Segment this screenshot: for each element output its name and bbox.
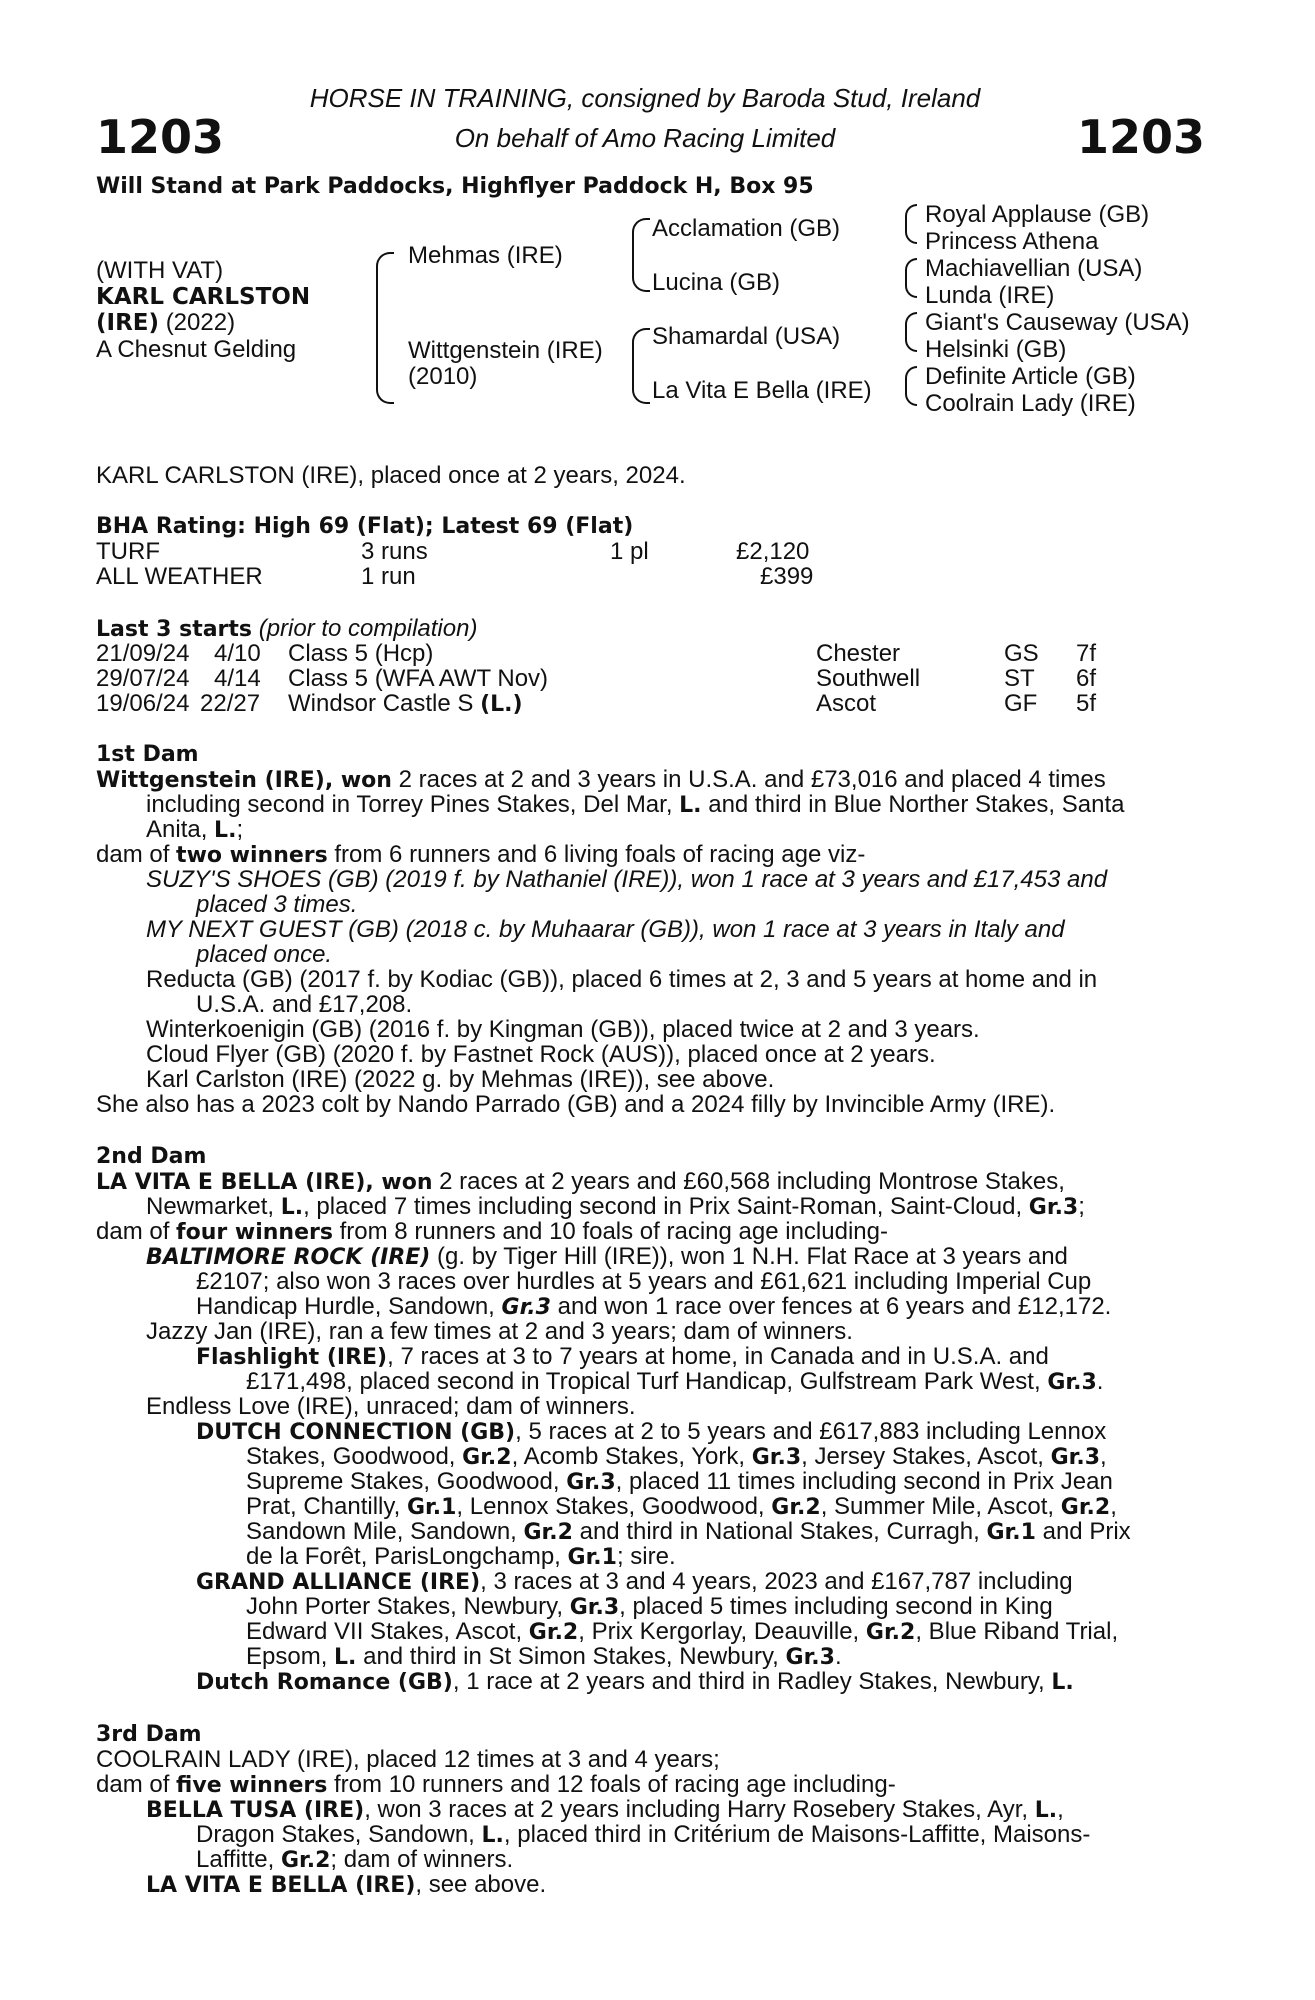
- bha-rating: BHA Rating: High 69 (Flat); Latest 69 (Flat): [96, 514, 634, 539]
- dam: Wittgenstein (IRE): [408, 337, 603, 364]
- jazzy-jan: Jazzy Jan (IRE), ran a few times at 2 and 3 years; dam of winners.: [146, 1318, 853, 1345]
- last-starts-note: (prior to compilation): [258, 615, 478, 642]
- first-dam-line1: [96, 767, 1106, 793]
- first-dam-text: Anita,: [146, 816, 215, 843]
- grand-line3: [246, 1619, 1118, 1645]
- t: Dragon Stakes, Sandown,: [196, 1821, 482, 1848]
- start-race-listed: (L.): [480, 692, 523, 717]
- t: and won 1 race over fences at 6 years and £12,172.: [550, 1293, 1112, 1320]
- t: Laffitte,: [196, 1846, 281, 1873]
- t: .: [1096, 1368, 1104, 1395]
- produce-2-line2: placed once.: [196, 941, 333, 968]
- t: , placed 5 times including second in King: [619, 1593, 1053, 1620]
- dutch-line2: [246, 1444, 1107, 1470]
- damof-winners: four winners: [176, 1220, 333, 1245]
- dutch-line3: [246, 1469, 1113, 1495]
- t: and third in St Simon Stakes, Newbury,: [356, 1643, 786, 1670]
- race-summary: KARL CARLSTON (IRE), placed once at 2 years, 2024.: [96, 462, 686, 489]
- gg-6: Helsinki (GB): [925, 336, 1067, 363]
- t: £171,498, placed second in Tropical Turf Handicap, Gulfstream Park West,: [246, 1368, 1048, 1395]
- dutch-line4: [246, 1494, 1117, 1520]
- horse-year: (2022): [165, 309, 236, 336]
- rating-runs: 1 run: [361, 563, 416, 590]
- first-dam-damof: [96, 842, 865, 868]
- second-dam-line1: [96, 1169, 1065, 1195]
- t: ,: [1100, 1443, 1107, 1470]
- gg-5: Giant's Causeway (USA): [925, 309, 1190, 336]
- t: Newmarket,: [146, 1193, 281, 1220]
- start-pos: 22/27: [200, 690, 261, 717]
- bella-line1: [146, 1797, 1064, 1823]
- first-dam-text: ;: [236, 816, 244, 843]
- produce-1-line2: placed 3 times.: [196, 891, 358, 918]
- gg-8: Coolrain Lady (IRE): [925, 390, 1136, 417]
- dam-sire: Shamardal (USA): [652, 323, 841, 350]
- dam-dam: La Vita E Bella (IRE): [652, 377, 872, 404]
- group-badge: Gr.3: [569, 1595, 620, 1620]
- t: de la Forêt, ParisLongchamp,: [246, 1543, 568, 1570]
- produce-6: Karl Carlston (IRE) (2022 g. by Mehmas (IRE)), see above.: [146, 1066, 775, 1093]
- romance-line: [196, 1669, 1074, 1695]
- rating-surface: ALL WEATHER: [96, 563, 263, 590]
- group-badge: Gr.2: [523, 1520, 573, 1545]
- group-badge: Gr.2: [865, 1620, 916, 1645]
- start-dist: 7f: [1076, 640, 1097, 667]
- group-badge: Gr.3: [1028, 1195, 1079, 1220]
- third-dam-damof: [96, 1772, 896, 1798]
- flashlight-name: Flashlight (IRE): [196, 1345, 388, 1370]
- endless-love: Endless Love (IRE), unraced; dam of winners.: [146, 1393, 636, 1420]
- produce-1-line1: SUZY'S SHOES (GB) (2019 f. by Nathaniel (IRE)), won 1 race at 3 years and £17,453 and: [146, 866, 1108, 893]
- t: , see above.: [415, 1871, 547, 1898]
- t: , Lennox Stakes, Goodwood,: [456, 1493, 772, 1520]
- gg-2: Princess Athena: [925, 228, 1099, 255]
- damof-pre: dam of: [96, 1771, 177, 1798]
- pedigree-brace-sire: [632, 218, 650, 292]
- listed-badge: L.: [481, 1823, 504, 1848]
- listed-badge: L.: [280, 1195, 304, 1220]
- listed-badge: L.: [679, 793, 702, 818]
- start-race: [288, 691, 523, 717]
- group-badge: Gr.2: [771, 1495, 821, 1520]
- bella-name: BELLA TUSA (IRE): [146, 1798, 365, 1823]
- t: , placed 7 times including second in Prix Saint-Roman, Saint-Cloud,: [303, 1193, 1029, 1220]
- produce-3-line1: Reducta (GB) (2017 f. by Kodiac (GB)), placed 6 times at 2, 3 and 5 years at home and in: [146, 966, 1098, 993]
- t: , placed 11 times including second in Prix Jean: [615, 1468, 1113, 1495]
- third-dam-line1: COOLRAIN LADY (IRE), placed 12 times at 3 and 4 years;: [96, 1746, 720, 1773]
- gg-1: Royal Applause (GB): [925, 201, 1150, 228]
- rating-prize: £2,120: [736, 538, 810, 565]
- t: , Acomb Stakes, York,: [511, 1443, 752, 1470]
- damof-post: from 8 runners and 10 foals of racing age including-: [332, 1218, 888, 1245]
- grand-name: GRAND ALLIANCE (IRE): [196, 1570, 481, 1595]
- first-dam-text: and third in Blue Norther Stakes, Santa: [701, 791, 1125, 818]
- start-course: Ascot: [816, 690, 877, 717]
- start-going: GF: [1004, 690, 1038, 717]
- dutch-line6: [246, 1544, 676, 1570]
- t: , 7 races at 3 to 7 years at home, in Canada and in U.S.A. and: [387, 1343, 1049, 1370]
- group-badge: Gr.3: [1050, 1445, 1101, 1470]
- t: ;: [1078, 1193, 1085, 1220]
- group-badge: Gr.2: [280, 1848, 331, 1873]
- t: , won 3 races at 2 years including Harry Rosebery Stakes, Ayr,: [364, 1796, 1035, 1823]
- sire: Mehmas (IRE): [408, 242, 563, 269]
- start-going: ST: [1004, 665, 1035, 692]
- rating-placed: 1 pl: [610, 538, 649, 565]
- gg-7: Definite Article (GB): [925, 363, 1136, 390]
- second-dam-name: LA VITA E BELLA (IRE), won: [96, 1170, 433, 1195]
- grand-line1: [196, 1569, 1073, 1595]
- t: .: [834, 1643, 842, 1670]
- start-going: GS: [1004, 640, 1039, 667]
- t: Sandown Mile, Sandown,: [246, 1518, 524, 1545]
- start-pos: 4/14: [214, 665, 261, 692]
- first-dam-line2: [146, 792, 1124, 818]
- group-badge: Gr.1: [567, 1545, 617, 1570]
- start-date: 29/07/24: [96, 665, 190, 692]
- romance-name: Dutch Romance (GB): [196, 1670, 453, 1695]
- second-dam-damof: [96, 1219, 888, 1245]
- t: Stakes, Goodwood,: [246, 1443, 463, 1470]
- rating-surface: TURF: [96, 538, 160, 565]
- group-badge: Gr.3: [751, 1445, 802, 1470]
- dutch-line1: [196, 1419, 1106, 1445]
- pedigree-brace-g2: [905, 258, 917, 298]
- dam-year: (2010): [408, 363, 478, 390]
- pedigree-brace-g1: [905, 204, 917, 244]
- pedigree-brace-dam: [632, 328, 650, 404]
- damof-winners: five winners: [176, 1773, 328, 1798]
- start-dist: 6f: [1076, 665, 1097, 692]
- damof-post: from 6 runners and 6 living foals of racing age viz-: [327, 841, 866, 868]
- start-course: Southwell: [816, 665, 921, 692]
- gg-3: Machiavellian (USA): [925, 255, 1143, 282]
- consignor-line: HORSE IN TRAINING, consigned by Baroda Stud, Ireland: [309, 83, 981, 113]
- t: Edward VII Stakes, Ascot,: [246, 1618, 529, 1645]
- rating-runs: 3 runs: [361, 538, 428, 565]
- start-pos: 4/10: [214, 640, 261, 667]
- listed-badge: L.: [1051, 1670, 1074, 1695]
- damof-pre: dam of: [96, 841, 177, 868]
- group-badge: Gr.3: [785, 1645, 835, 1670]
- produce-4: Winterkoenigin (GB) (2016 f. by Kingman (GB)), placed twice at 2 and 3 years.: [146, 1016, 980, 1043]
- flashlight-line2: [246, 1369, 1103, 1395]
- group-badge: Gr.1: [406, 1495, 457, 1520]
- t: , placed third in Critérium de Maisons-Laffitte, Maisons-: [503, 1821, 1091, 1848]
- horse-description: A Chesnut Gelding: [96, 336, 297, 363]
- third-dam-heading: 3rd Dam: [96, 1722, 202, 1747]
- group-badge: Gr.2: [528, 1620, 579, 1645]
- baltimore-line3: [196, 1294, 1111, 1320]
- start-date: 21/09/24: [96, 640, 190, 667]
- first-dam-text: including second in Torrey Pines Stakes, Del Mar,: [146, 791, 680, 818]
- grand-line4: [246, 1644, 842, 1670]
- lot-number-right: 1203: [1076, 110, 1205, 164]
- t: , 1 race at 2 years and third in Radley Stakes, Newbury,: [452, 1668, 1052, 1695]
- second-dam-heading: 2nd Dam: [96, 1144, 207, 1169]
- t: , Summer Mile, Ascot,: [820, 1493, 1061, 1520]
- bella-line2: [196, 1822, 1090, 1848]
- pedigree-brace-g4: [905, 366, 917, 406]
- pedigree-brace-main: [376, 252, 394, 404]
- t: and third in National Stakes, Curragh,: [572, 1518, 987, 1545]
- lavita-name: LA VITA E BELLA (IRE): [146, 1873, 416, 1898]
- t: ,: [1057, 1796, 1064, 1823]
- t: (g. by Tiger Hill (IRE)), won 1 N.H. Flat Race at 3 years and: [430, 1243, 1068, 1270]
- horse-origin: [96, 310, 235, 336]
- t: ; sire.: [616, 1543, 676, 1570]
- damof-post: from 10 runners and 12 foals of racing age including-: [327, 1771, 896, 1798]
- vat-label: (WITH VAT): [96, 257, 224, 284]
- flashlight-line1: [196, 1344, 1049, 1370]
- listed-badge: L.: [214, 818, 237, 843]
- t: , 5 races at 2 to 5 years and £617,883 including Lennox: [515, 1418, 1107, 1445]
- baltimore-line1: [146, 1244, 1068, 1270]
- grand-line2: [246, 1594, 1053, 1620]
- produce-3-line2: U.S.A. and £17,208.: [196, 991, 413, 1018]
- pedigree-brace-g3: [905, 312, 917, 352]
- first-dam-text: 2 races at 2 and 3 years in U.S.A. and £73,016 and placed 4 times: [391, 766, 1106, 793]
- group-badge: Gr.2: [462, 1445, 512, 1470]
- start-course: Chester: [816, 640, 901, 667]
- dutch-name: DUTCH CONNECTION (GB): [196, 1420, 516, 1445]
- t: , Jersey Stakes, Ascot,: [801, 1443, 1051, 1470]
- sire-dam: Lucina (GB): [652, 269, 781, 296]
- first-dam-name: Wittgenstein (IRE), won: [96, 768, 392, 793]
- t: , Blue Riband Trial,: [915, 1618, 1119, 1645]
- t: Handicap Hurdle, Sandown,: [196, 1293, 502, 1320]
- first-dam-heading: 1st Dam: [96, 742, 199, 767]
- group-badge: Gr.2: [1060, 1495, 1111, 1520]
- t: John Porter Stakes, Newbury,: [246, 1593, 570, 1620]
- t: ; dam of winners.: [330, 1846, 514, 1873]
- damof-winners: two winners: [176, 843, 328, 868]
- baltimore-line2: £2107; also won 3 races over hurdles at 5 years and £61,621 including Imperial Cup: [196, 1268, 1092, 1295]
- rating-prize: £399: [760, 563, 814, 590]
- gg-4: Lunda (IRE): [925, 282, 1055, 309]
- start-dist: 5f: [1076, 690, 1097, 717]
- lot-number-left: 1203: [96, 110, 225, 164]
- damof-pre: dam of: [96, 1218, 177, 1245]
- lavita-line: [146, 1872, 546, 1898]
- bella-line3: [196, 1847, 513, 1873]
- t: Epsom,: [246, 1643, 335, 1670]
- sire-sire: Acclamation (GB): [652, 215, 841, 242]
- produce-2-line1: MY NEXT GUEST (GB) (2018 c. by Muhaarar (GB)), won 1 race at 3 years in Italy and: [146, 916, 1065, 943]
- last-starts-heading: [96, 616, 477, 642]
- start-date: 19/06/24: [96, 690, 190, 717]
- group-badge: Gr.3: [501, 1295, 551, 1320]
- second-dam-line2: [146, 1194, 1085, 1220]
- horse-country: (IRE): [96, 310, 160, 336]
- horse-name: KARL CARLSTON: [96, 284, 311, 310]
- group-badge: Gr.3: [1047, 1370, 1097, 1395]
- dutch-line5: [246, 1519, 1131, 1545]
- t: Prat, Chantilly,: [246, 1493, 407, 1520]
- produce-5: Cloud Flyer (GB) (2020 f. by Fastnet Rock (AUS)), placed once at 2 years.: [146, 1041, 936, 1068]
- t: , 3 races at 3 and 4 years, 2023 and £167,787 including: [480, 1568, 1073, 1595]
- group-badge: Gr.1: [986, 1520, 1036, 1545]
- start-race: Class 5 (WFA AWT Nov): [288, 665, 549, 692]
- listed-badge: L.: [334, 1645, 357, 1670]
- second-dam-text: 2 races at 2 years and £60,568 including Montrose Stakes,: [432, 1168, 1065, 1195]
- last-starts-title: Last 3 starts: [96, 617, 253, 642]
- first-dam-also: She also has a 2023 colt by Nando Parrado (GB) and a 2024 filly by Invincible Army (IRE).: [96, 1091, 1056, 1118]
- t: Supreme Stakes, Goodwood,: [246, 1468, 567, 1495]
- listed-badge: L.: [1034, 1798, 1058, 1823]
- first-dam-line3: [146, 817, 243, 843]
- t: and Prix: [1035, 1518, 1131, 1545]
- start-race-name: Windsor Castle S: [288, 690, 481, 717]
- group-badge: Gr.3: [566, 1470, 616, 1495]
- baltimore-name: BALTIMORE ROCK (IRE): [146, 1245, 431, 1270]
- start-race: Class 5 (Hcp): [288, 640, 434, 667]
- on-behalf-line: On behalf of Amo Racing Limited: [454, 123, 836, 153]
- location-line: Will Stand at Park Paddocks, Highflyer Paddock H, Box 95: [96, 174, 814, 199]
- t: , Prix Kergorlay, Deauville,: [578, 1618, 866, 1645]
- t: ,: [1110, 1493, 1117, 1520]
